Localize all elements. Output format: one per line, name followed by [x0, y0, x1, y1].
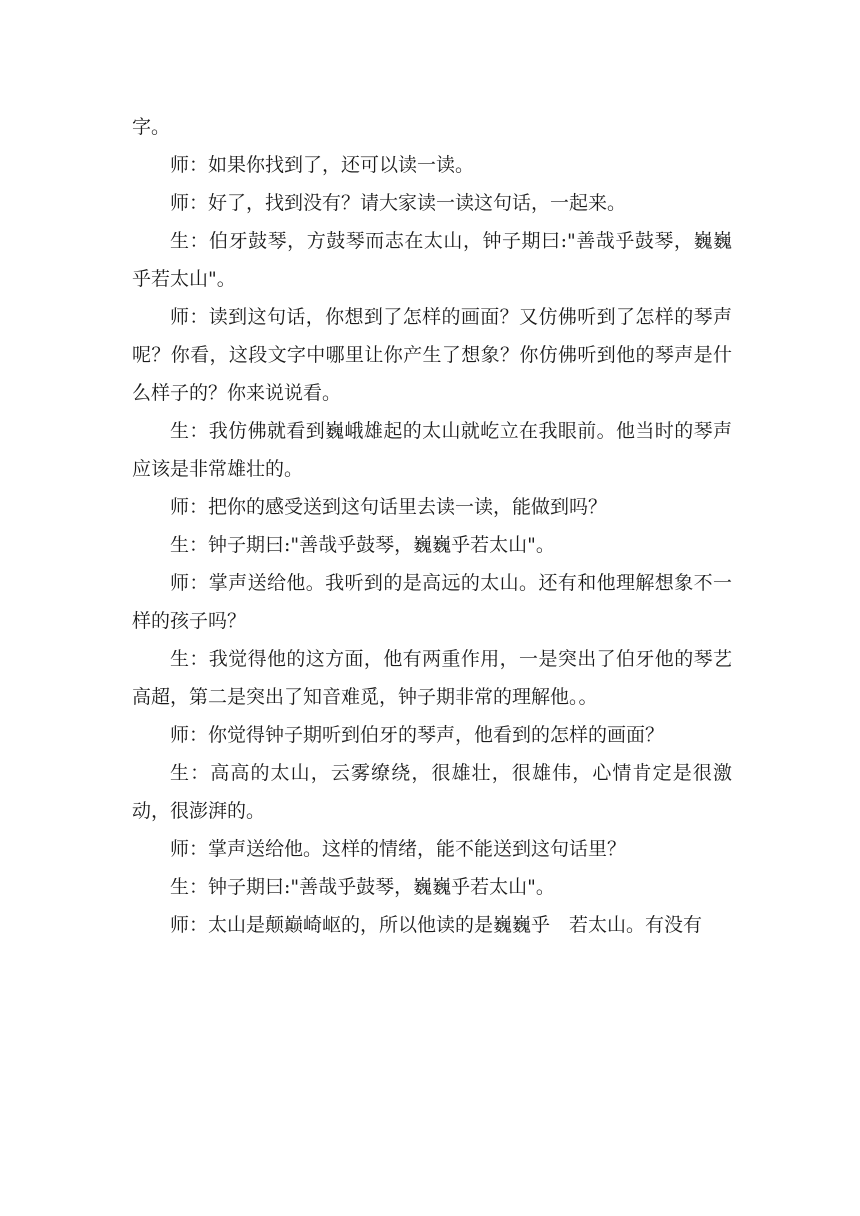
paragraph: 生：高高的太山，云雾缭绕，很雄壮，很雄伟，心情肯定是很激动，很澎湃的。 — [132, 762, 732, 822]
paragraph: 师：太山是颠巅崎岖的，所以他读的是巍巍乎 若太山。有没有 — [170, 914, 703, 936]
paragraph: 师：好了，找到没有？请大家读一读这句话，一起来。 — [170, 192, 627, 214]
document-body — [132, 108, 732, 944]
paragraph: 师：你觉得钟子期听到伯牙的琴声，他看到的怎样的画面？ — [170, 724, 665, 746]
paragraph: 字。 — [132, 116, 171, 138]
paragraph: 师：读到这句话，你想到了怎样的画面？又仿佛听到了怎样的琴声呢？你看，这段文字中哪里让你产生了想象？你仿佛听到他的琴声是什么样子的？你来说说看。 — [132, 306, 732, 404]
paragraph: 师：掌声送给他。我听到的是高远的太山。还有和他理解想象不一样的孩子吗？ — [132, 572, 732, 632]
paragraph: 生：钟子期曰:"善哉乎鼓琴，巍巍乎若太山"。 — [170, 876, 555, 898]
paragraph: 师：如果你找到了，还可以读一读。 — [170, 154, 475, 176]
paragraph: 生：我觉得他的这方面，他有两重作用，一是突出了伯牙他的琴艺高超，第二是突出了知音难觅，钟子期非常的理解他。。 — [132, 648, 732, 708]
paragraph: 生：伯牙鼓琴，方鼓琴而志在太山，钟子期曰:"善哉乎鼓琴，巍巍乎若太山"。 — [132, 230, 732, 290]
paragraph: 师：把你的感受送到这句话里去读一读，能做到吗？ — [170, 496, 608, 518]
paragraph: 师：掌声送给他。这样的情绪，能不能送到这句话里？ — [170, 838, 627, 860]
paragraph: 生：钟子期曰:"善哉乎鼓琴，巍巍乎若太山"。 — [170, 534, 555, 556]
paragraph: 生：我仿佛就看到巍峨雄起的太山就屹立在我眼前。他当时的琴声应该是非常雄壮的。 — [132, 420, 732, 480]
